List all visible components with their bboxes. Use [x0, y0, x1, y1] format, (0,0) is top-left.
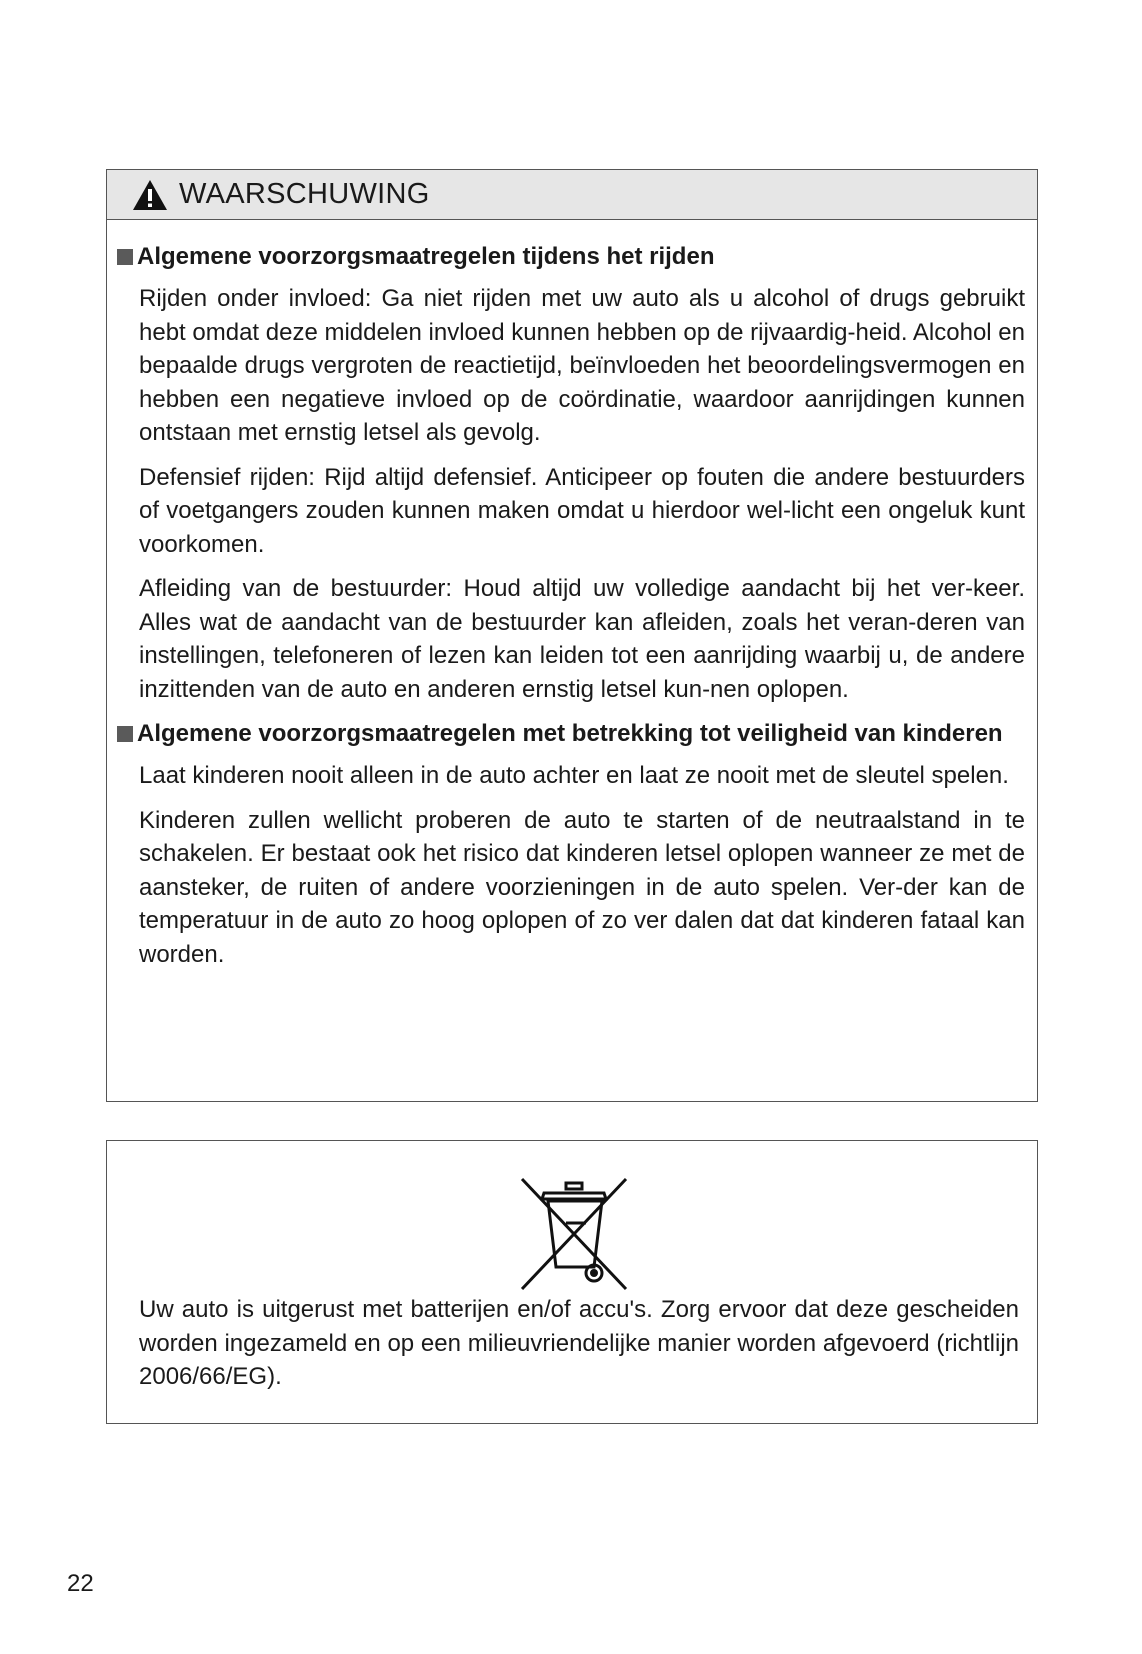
square-bullet-icon: [117, 249, 133, 265]
warning-content: [107, 220, 1037, 971]
paragraph-children-alone: Laat kinderen nooit alleen in de auto achter en laat ze nooit met de sleutel spelen.: [139, 762, 1009, 789]
paragraph-children-risks: Kinderen zullen wellicht proberen de auto te starten of de neutraalstand in te schakelen. Er bestaat ook het risico dat kinderen letsel oplopen wanneer ze met de aansteker, de ruiten of andere voorzieningen in de auto spelen. Ver-der kan de temperatuur in de auto zo hoog oplopen of zo ver dalen dat dat kinderen fataal kan worden.: [139, 806, 1025, 968]
recycling-text: Uw auto is uitgerust met batterijen en/of accu's. Zorg ervoor dat deze gescheiden worden ingezameld en op een milieuvriendelijke manier worden afgevoerd (richtlijn 2006/66/EG).: [139, 1296, 1019, 1390]
paragraph-defensive-driving: Defensief rijden: Rijd altijd defensief. Anticipeer op fouten die andere bestuurders of voetgangers zouden kunnen maken omdat u hierdoor wel-licht een ongeluk kunt voorkomen.: [139, 463, 1025, 558]
section-heading-driving: [117, 240, 1025, 274]
warning-title: WAARSCHUWING: [179, 178, 430, 210]
crossed-out-wheelie-bin-icon: [516, 1175, 632, 1293]
section-heading-children: [117, 717, 1025, 751]
page-number: 22: [67, 1570, 94, 1597]
warning-header: [107, 170, 1037, 220]
section-heading-text: Algemene voorzorgsmaatregelen tijdens het rijden: [137, 243, 715, 270]
paragraph-driving-influence: Rijden onder invloed: Ga niet rijden met uw auto als u alcohol of drugs gebruikt hebt omdat deze middelen invloed kunnen hebben op de rijvaardig-heid. Alcohol en bepaalde drugs vergroten de reactietijd, beïnvloeden het beoordelingsvermogen en hebben een negatieve invloed op de coördinatie, waardoor aanrijdingen kunnen ontstaan met ernstig letsel als gevolg.: [139, 285, 1025, 446]
section-heading-text: Algemene voorzorgsmaatregelen met betrekking tot veiligheid van kinderen: [137, 720, 1003, 747]
paragraph-distraction: Afleiding van de bestuurder: Houd altijd uw volledige aandacht bij het ver-keer. Alles wat de aandacht van de bestuurder kan afleiden, zoals het veran-deren van instellingen, telefoneren of lezen kan leiden tot een aanrijding waarbij u, de andere inzittenden van de auto en anderen ernstig letsel kun-nen oplopen.: [139, 575, 1025, 703]
warning-box: [106, 169, 1038, 1102]
square-bullet-icon: [117, 726, 133, 742]
warning-triangle-icon: [131, 178, 169, 212]
recycling-box: [106, 1140, 1038, 1424]
